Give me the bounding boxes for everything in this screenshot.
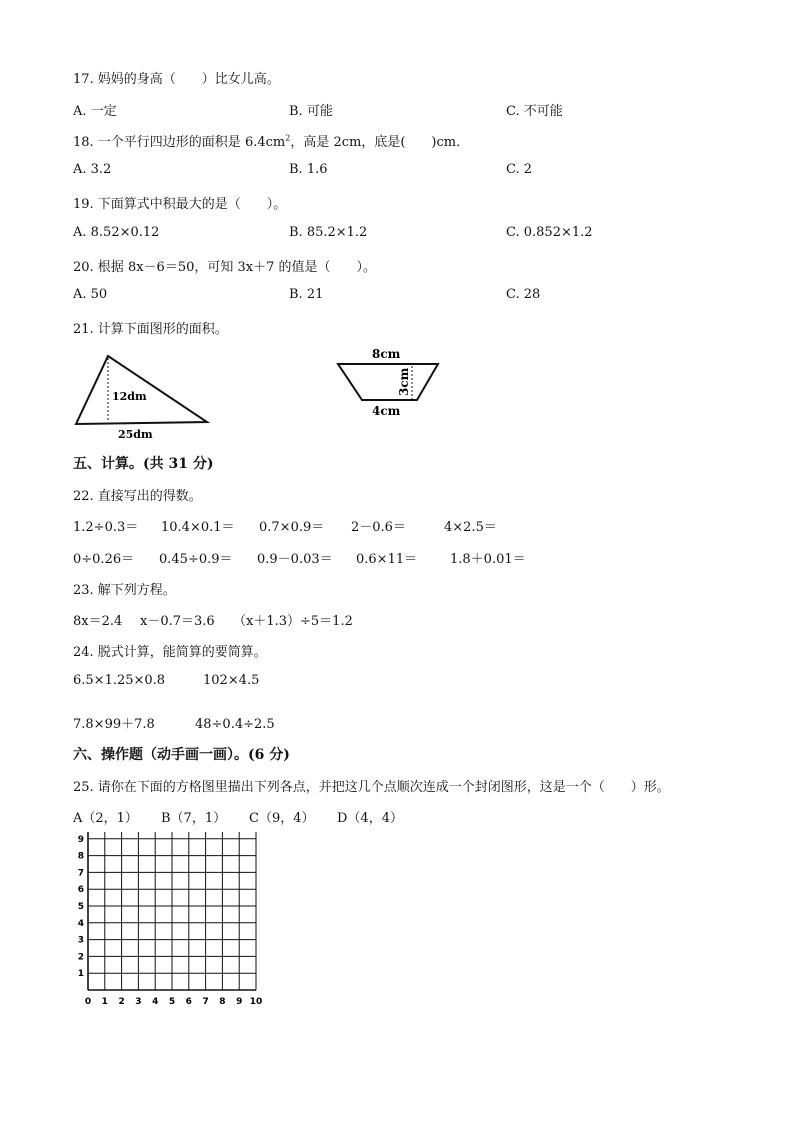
q20-option-c: C. 28: [506, 287, 541, 302]
q25-stem: 25. 请你在下面的方格图里描出下列各点，并把这几个点顺次连成一个封闭图形，这是一个（ ）形。: [73, 780, 670, 795]
q20-option-a: A. 50: [73, 287, 108, 302]
q18-option-a: A. 3.2: [73, 162, 112, 177]
q17-option-b: B. 可能: [289, 104, 333, 119]
q25-point-a: A（2，1）: [73, 811, 138, 826]
q24-expression: 6.5×1.25×0.8: [73, 673, 166, 688]
trapezoid-top-label: 8cm: [372, 347, 401, 361]
q18-stem-post: ，高是 2cm，底是( )cm．: [290, 135, 470, 150]
trapezoid-figure: [332, 342, 444, 422]
q23-stem: 23. 解下列方程。: [73, 583, 176, 598]
grid-x-tick-label: 3: [135, 997, 142, 1007]
q23-equation: x－0.7＝3.6: [140, 614, 215, 629]
grid-y-tick-label: 1: [77, 969, 84, 980]
q22-row2: [73, 548, 526, 567]
grid-y-tick-label: 5: [77, 902, 84, 912]
grid-y-tick-label: 2: [77, 952, 84, 963]
q20-stem: 20. 根据 8x－6＝50，可知 3x＋7 的值是（ ）。: [73, 260, 376, 275]
q21-stem: 21. 计算下面图形的面积。: [73, 322, 228, 337]
q19-option-c: C. 0.852×1.2: [506, 225, 593, 240]
q22-row1: [73, 516, 497, 535]
grid-y-tick-label: 6: [77, 885, 84, 896]
coordinate-grid: [70, 832, 270, 1017]
q19-option-a: A. 8.52×0.12: [73, 225, 160, 240]
grid-x-tick-label: 7: [202, 997, 209, 1007]
grid-x-tick-label: 1: [101, 997, 108, 1007]
q17-stem: 17. 妈妈的身高（ ）比女儿高。: [73, 72, 280, 87]
q22-item: 0.9－0.03＝: [257, 552, 333, 567]
triangle-figure: [70, 350, 215, 442]
trapezoid-height-label: 3cm: [397, 367, 411, 396]
q23-equation: 8x＝2.4: [73, 614, 123, 629]
q22-item: 0.6×11＝: [356, 552, 418, 567]
q25-point-c: C（9，4）: [249, 811, 315, 826]
grid-x-tick-label: 9: [236, 997, 243, 1007]
q22-item: 0.45÷0.9＝: [159, 552, 233, 567]
grid-x-tick-label: 6: [185, 997, 192, 1007]
q18-superscript: 2: [285, 133, 291, 143]
q23-equation: （x＋1.3）÷5＝1.2: [233, 614, 353, 629]
grid-x-tick-label: 0: [84, 997, 92, 1007]
q18-option-b: B. 1.6: [289, 162, 328, 177]
q18-option-c: C. 2: [506, 162, 533, 177]
q24-expression: 7.8×99＋7.8: [73, 717, 155, 732]
grid-y-tick-label: 8: [77, 851, 84, 862]
section6-title: 六、操作题（动手画一画）。(6 分): [73, 747, 290, 763]
q22-stem: 22. 直接写出的得数。: [73, 489, 202, 504]
grid-x-tick-label: 4: [152, 997, 159, 1007]
q18-stem: [73, 131, 469, 150]
grid-y-tick-label: 4: [77, 918, 84, 929]
grid-x-tick-label: 5: [168, 997, 176, 1007]
q25-point-b: B（7，1）: [161, 811, 227, 826]
q22-item: 4×2.5＝: [444, 520, 497, 535]
grid-x-tick-label: 10: [249, 997, 263, 1007]
q24-expression: 102×4.5: [203, 673, 260, 688]
q17-option-c: C. 不可能: [506, 104, 563, 119]
q20-option-b: B. 21: [289, 287, 324, 302]
grid-x-tick-label: 8: [219, 997, 226, 1007]
q25-points: [73, 807, 403, 826]
q18-stem-pre: 18. 一个平行四边形的面积是 6.4cm: [73, 135, 286, 150]
q24-row1: [73, 673, 259, 688]
q24-stem: 24. 脱式计算，能简算的要简算。: [73, 645, 267, 660]
trapezoid-shape: [338, 364, 438, 400]
trapezoid-bottom-label: 4cm: [372, 404, 401, 418]
q25-point-d: D（4，4）: [337, 811, 403, 826]
triangle-height-label: 12dm: [112, 390, 147, 403]
q19-stem: 19. 下面算式中积最大的是（ ）。: [73, 197, 287, 212]
q22-item: 10.4×0.1＝: [161, 520, 235, 535]
q24-row2: [73, 713, 275, 732]
grid-x-tick-label: 2: [118, 997, 125, 1007]
grid-y-tick-label: 9: [77, 834, 84, 845]
q22-item: 0÷0.26＝: [73, 552, 135, 567]
q22-item: 1.8＋0.01＝: [450, 552, 526, 567]
q19-option-b: B. 85.2×1.2: [289, 225, 368, 240]
q17-option-a: A. 一定: [73, 104, 117, 119]
q22-item: 2－0.6＝: [351, 520, 406, 535]
grid-y-tick-label: 3: [77, 935, 84, 946]
q24-expression: 48÷0.4÷2.5: [195, 717, 275, 732]
q22-item: 1.2÷0.3＝: [73, 520, 139, 535]
q22-item: 0.7×0.9＝: [259, 520, 325, 535]
triangle-base-label: 25dm: [118, 428, 153, 441]
q23-equations: [73, 610, 353, 629]
section5-title: 五、计算。(共 31 分): [73, 456, 214, 472]
grid-y-tick-label: 7: [77, 868, 84, 879]
